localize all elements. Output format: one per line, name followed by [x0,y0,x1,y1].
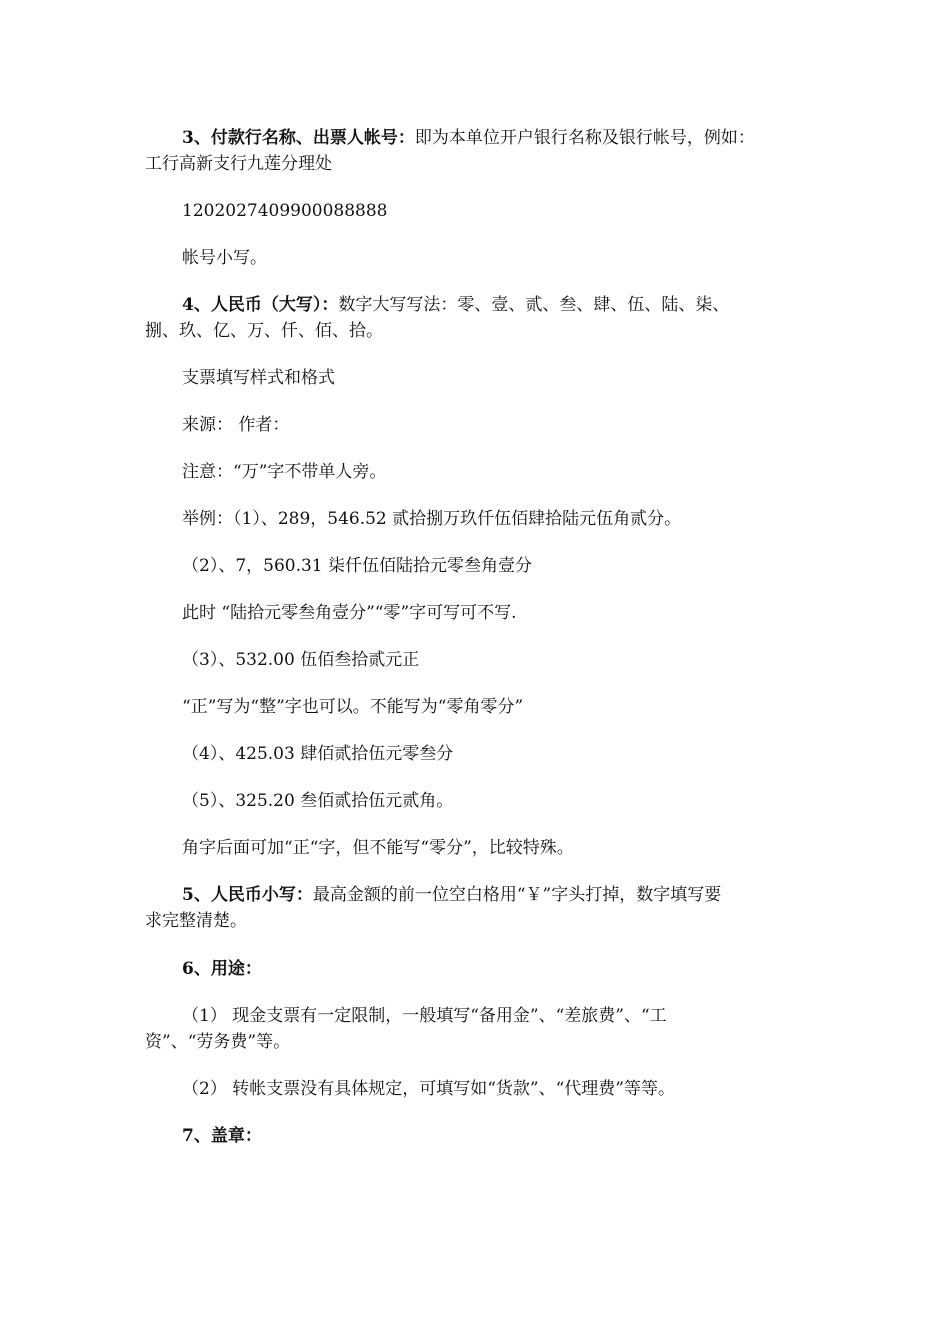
section-4-line-1 [145,293,852,318]
usage-item-2: （2） 转帐支票没有具体规定，可填写如“货款”、“代理费”等等。 [182,1079,675,1099]
section-5-line-1 [145,883,852,908]
section-6-heading: 6、用途： [182,959,262,979]
section-5-heading: 5、人民币小写： [182,885,313,905]
section-4-line-2: 捌、玖、亿、万、仟、佰、拾。 [145,321,383,341]
example-2: （2）、7，560.31 柒仟伍佰陆拾元零叁角壹分 [182,556,533,576]
section-3-text: 即为本单位开户银行名称及银行帐号，例如： [414,128,755,148]
account-number: 1202027409900088888 [182,201,388,221]
source-line: 来源： 作者： [182,415,290,435]
example-3: （3）、532.00 伍佰叁拾贰元正 [182,650,420,670]
style-title: 支票填写样式和格式 [182,368,335,388]
section-7-heading: 7、盖章： [182,1126,262,1146]
example-5: （5）、325.20 叁佰贰拾伍元贰角。 [182,791,454,811]
usage-item-1-line-1: （1） 现金支票有一定限制，一般填写“备用金”、“差旅费”、“工 [182,1006,667,1026]
example-1: 举例：（1）、289，546.52 贰拾捌万玖仟伍佰肆拾陆元伍角贰分。 [182,509,682,529]
section-3-line-2: 工行高新支行九莲分理处 [145,154,332,174]
section-3-line-1 [145,126,852,151]
example-4: （4）、425.03 肆佰贰拾伍元零叁分 [182,744,454,764]
section-4-text: 数字大写写法：零、壹、贰、叁、肆、伍、陆、柒、 [338,295,730,315]
section-4-heading: 4、人民币（大写）： [182,295,339,315]
example-5-note: 角字后面可加“正“字，但不能写“零分”，比较特殊。 [182,838,574,858]
account-note: 帐号小写。 [182,248,267,268]
section-5-line-2: 求完整清楚。 [145,911,247,931]
usage-item-1-line-2: 资”、“劳务费”等。 [145,1032,291,1052]
section-5-text: 最高金额的前一位空白格用“￥”字头打掉，数字填写要 [312,885,722,905]
example-3-note: “正”写为“整”字也可以。不能写为“零角零分” [182,697,524,717]
section-3-heading: 3、付款行名称、出票人帐号： [182,128,415,148]
note-line: 注意：“万”字不带单人旁。 [182,462,387,482]
example-2-note: 此时 “陆拾元零叁角壹分”“零”字可写可不写. [182,603,517,623]
